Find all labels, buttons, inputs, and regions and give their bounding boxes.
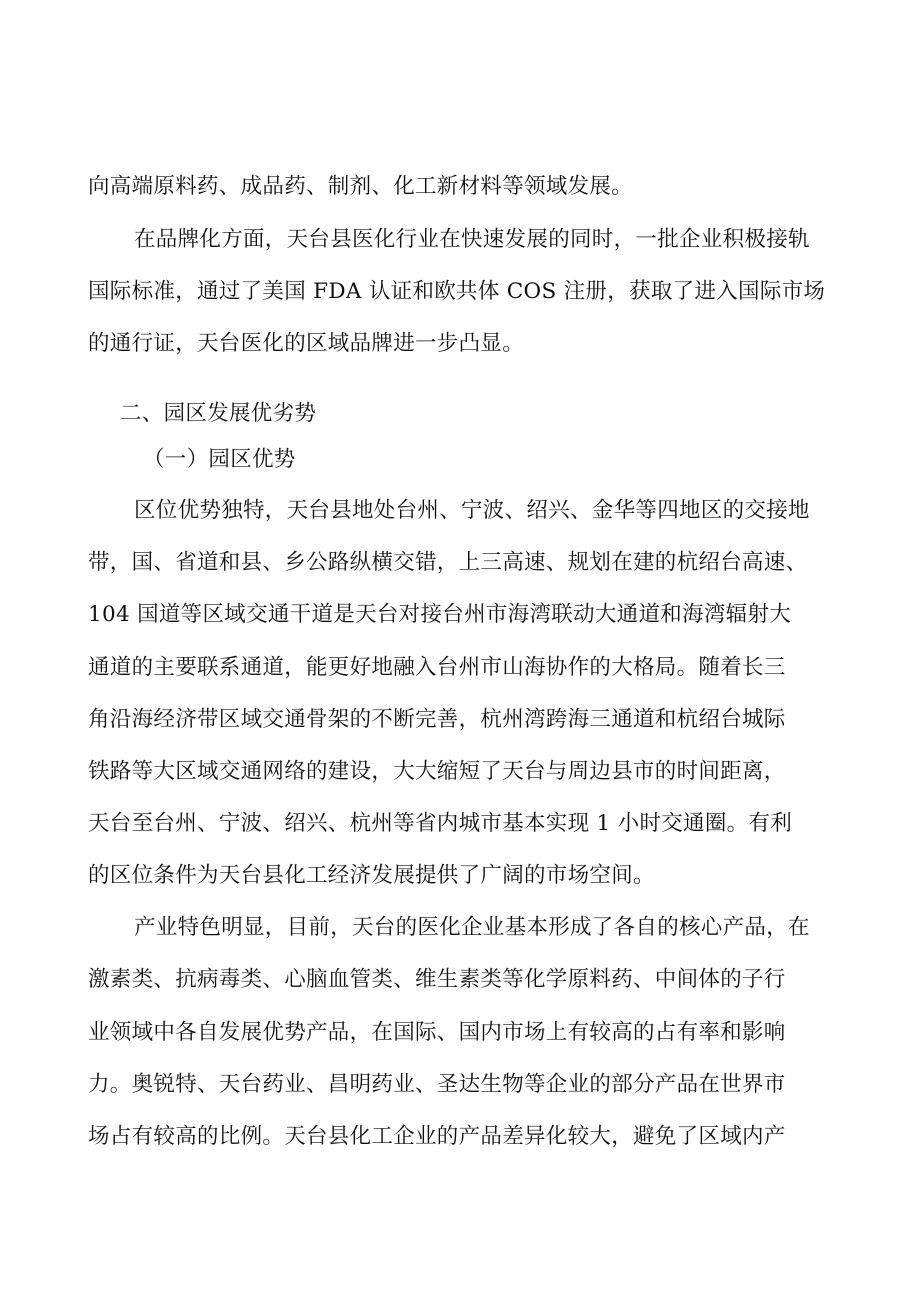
paragraph-4-line-4: 力。奥锐特、天台药业、昌明药业、圣达生物等企业的部分产品在世界市 bbox=[88, 1072, 786, 1097]
paragraph-4-line-3: 业领域中各自发展优势产品，在国际、国内市场上有较高的占有率和影响 bbox=[88, 1020, 786, 1045]
paragraph-3-line-2: 带，国、省道和县、乡公路纵横交错，上三高速、规划在建的杭绍台高速、 bbox=[88, 550, 808, 575]
paragraph-3-line-4: 通道的主要联系通道，能更好地融入台州市山海协作的大格局。随着长三 bbox=[88, 655, 786, 680]
paragraph-2-line-2: 国际标准，通过了美国 FDA 认证和欧共体 COS 注册，获取了进入国际市场 bbox=[88, 279, 826, 304]
paragraph-3-line-3: 104 国道等区域交通干道是天台对接台州市海湾联动大通道和海湾辐射大 bbox=[88, 602, 792, 627]
paragraph-3-line-5: 角沿海经济带区域交通骨架的不断完善，杭州湾跨海三通道和杭绍台城际 bbox=[88, 707, 786, 732]
paragraph-4-line-2: 激素类、抗病毒类、心脑血管类、维生素类等化学原料药、中间体的子行 bbox=[88, 967, 786, 992]
paragraph-4-line-1: 产业特色明显，目前，天台的医化企业基本形成了各自的核心产品，在 bbox=[134, 915, 810, 940]
paragraph-3-line-6: 铁路等大区域交通网络的建设，大大缩短了天台与周边县市的时间距离， bbox=[88, 759, 786, 784]
paragraph-3-line-1: 区位优势独特，天台县地处台州、宁波、绍兴、金华等四地区的交接地 bbox=[134, 498, 810, 523]
section-heading: 二、园区发展优劣势 bbox=[120, 401, 317, 426]
paragraph-4-line-5: 场占有较高的比例。天台县化工企业的产品差异化较大，避免了区域内产 bbox=[88, 1124, 786, 1149]
paragraph-3-line-7: 天台至台州、宁波、绍兴、杭州等省内城市基本实现 1 小时交通圈。有利 bbox=[88, 811, 793, 836]
paragraph-2-line-3: 的通行证，天台医化的区域品牌进一步凸显。 bbox=[88, 331, 525, 356]
paragraph-2-line-1: 在品牌化方面，天台县医化行业在快速发展的同时，一批企业积极接轨 bbox=[134, 227, 810, 252]
subsection-heading: （一）园区优势 bbox=[143, 447, 296, 472]
paragraph-3-line-8: 的区位条件为天台县化工经济发展提供了广阔的市场空间。 bbox=[88, 863, 655, 888]
paragraph-1-line-1: 向高端原料药、成品药、制剂、化工新材料等领域发展。 bbox=[88, 174, 634, 199]
